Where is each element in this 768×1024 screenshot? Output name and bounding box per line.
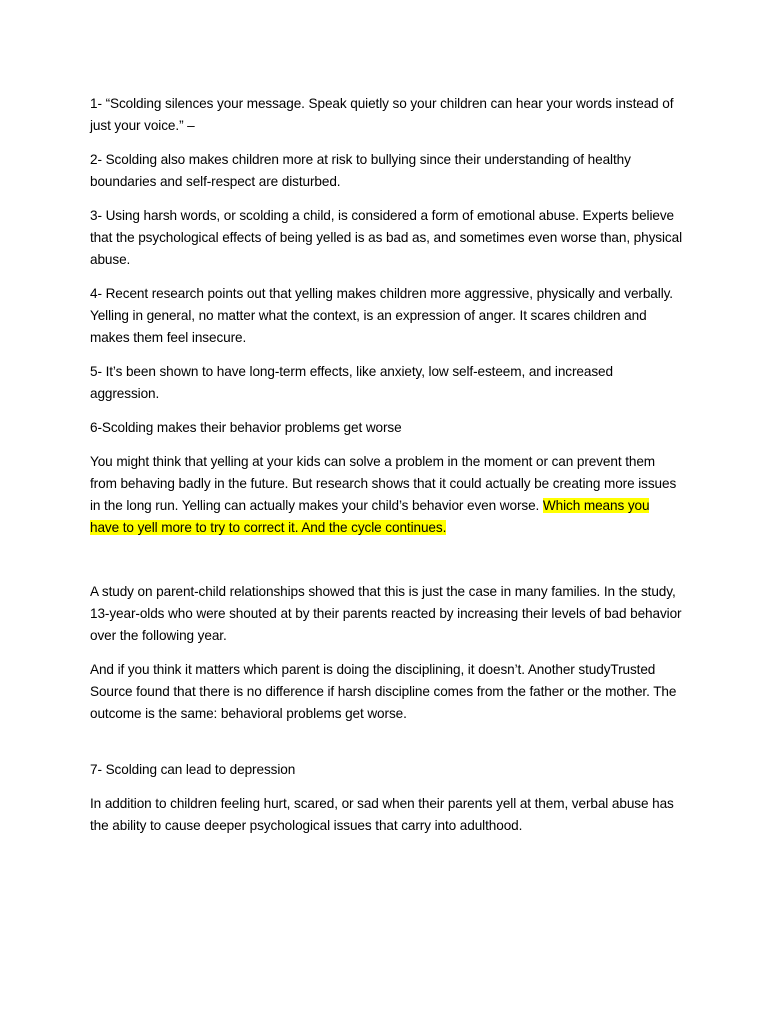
paragraph-6-text: You might think that yelling at your kids can solve a problem in the moment or can prevent them from behaving badly in the future. But research shows that it could actually be creating more issues in the long run. Yelling can actually makes your child’s behavior even worse. [90, 454, 677, 513]
highlighted-text: Which means you have to yell more to try to correct it. And the cycle continues. [90, 498, 650, 535]
section-heading-7: 7- Scolding can lead to depression [90, 762, 296, 777]
document-body [90, 93, 682, 849]
section-heading-6: 6-Scolding makes their behavior problems get worse [90, 420, 402, 435]
blank-line [90, 737, 682, 759]
blank-line [90, 551, 682, 581]
paragraph-6 [90, 451, 682, 539]
paragraph-9: In addition to children feeling hurt, scared, or sad when their parents yell at them, verbal abuse has the ability to cause deeper psychological issues that carry into adulthood. [90, 796, 674, 833]
paragraph-3: 3- Using harsh words, or scolding a child, is considered a form of emotional abuse. Experts believe that the psychological effects of being yelled is as bad as, and sometimes even worse than, physical abuse. [90, 208, 682, 267]
paragraph-5: 5- It’s been shown to have long-term effects, like anxiety, low self-esteem, and increased aggression. [90, 364, 613, 401]
paragraph-7: A study on parent-child relationships showed that this is just the case in many families. In the study, 13-year-olds who were shouted at by their parents reacted by increasing their levels of bad behavior over the following year. [90, 584, 682, 643]
paragraph-8: And if you think it matters which parent is doing the disciplining, it doesn’t. Another studyTrusted Source found that there is no difference if harsh discipline comes from the father or the mother. The outcome is the same: behavioral problems get worse. [90, 662, 677, 721]
paragraph-4: 4- Recent research points out that yelling makes children more aggressive, physically and verbally. Yelling in general, no matter what the context, is an expression of anger. It scares children and makes them feel insecure. [90, 286, 673, 345]
paragraph-2: 2- Scolding also makes children more at risk to bullying since their understanding of healthy boundaries and self-respect are disturbed. [90, 152, 631, 189]
paragraph-1: 1- “Scolding silences your message. Speak quietly so your children can hear your words instead of just your voice.” – [90, 96, 674, 133]
